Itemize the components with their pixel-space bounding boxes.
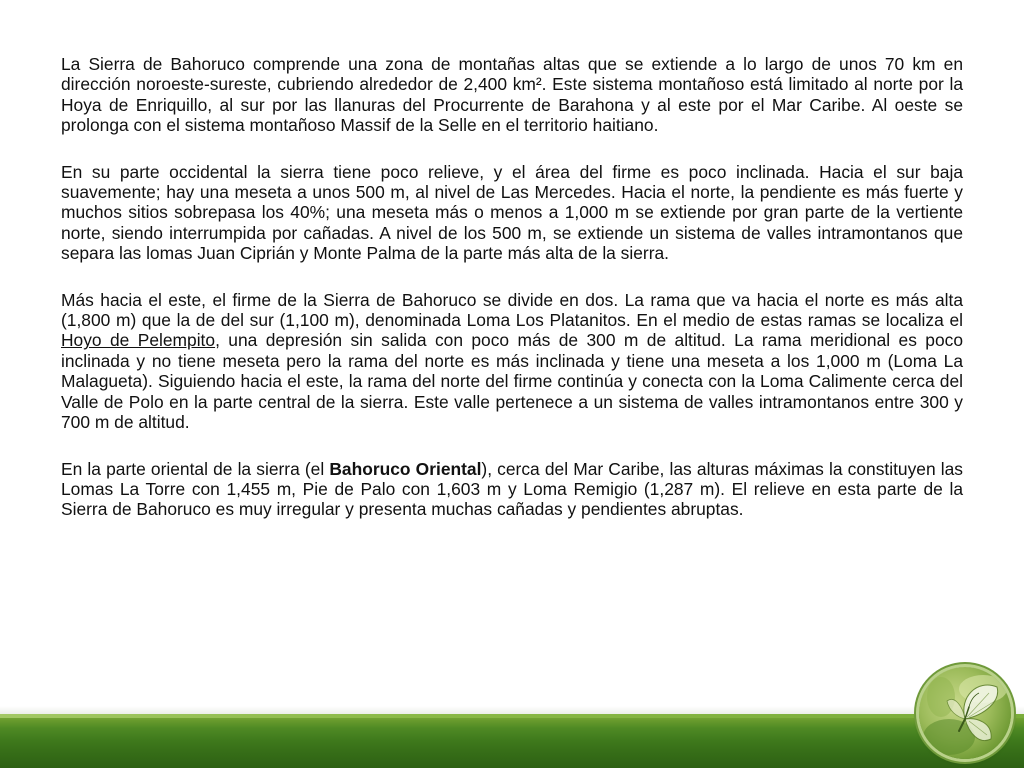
footer-band: [0, 714, 1024, 768]
paragraph-2-text: En su parte occidental la sierra tiene poco relieve, y el área del firme es poco inclinada. Hacia el sur baja suavemente; hay una meseta a unos 500 m, al nivel de Las Mercedes. Hacia el norte, la pendiente es más fuerte y muchos sitios sobrepasa los 40%; una meseta más o menos a 1,000 m se extiende por gran parte de la vertiente norte, siendo interrumpida por cañadas. A nivel de los 500 m, se extiende un sistema de valles intramontanos que separa las lomas Juan Ciprián y Monte Palma de la parte más alta de la sierra.: [61, 161, 963, 264]
paragraph-4-text-start: En la parte oriental de la sierra (el: [61, 458, 330, 479]
paragraph-1: [61, 54, 963, 136]
butterfly-icon: [919, 667, 1011, 759]
hoyo-de-pelempito-link[interactable]: Hoyo de Pelempito: [61, 330, 216, 351]
paragraph-3: [61, 290, 963, 433]
paragraph-3-text-end: , una depresión sin salida con poco más de 300 m de altitud. La rama meridional es poco inclinada y no tiene meseta pero la rama del norte es más inclinada y tiene una meseta a los 1,000 m (Loma La Malagueta). Siguiendo hacia el este, la rama del norte del firme continúa y conecta con la Loma Calimente cerca del Valle de Polo en la parte central de la sierra. Este valle pertenece a un sistema de valles intramontanos entre 300 y 700 m de altitud.: [61, 330, 964, 433]
paragraph-4-text-end: ), cerca del Mar Caribe, las alturas máximas la constituyen las Lomas La Torre con 1,455 m, Pie de Palo con 1,603 m y Loma Remigio (1,287 m). El relieve en esta parte de la Sierra de Bahoruco es muy irregular y presenta muchas cañadas y pendientes abruptas.: [61, 458, 964, 520]
paragraph-2: [61, 162, 963, 264]
paragraph-1-text: La Sierra de Bahoruco comprende una zona de montañas altas que se extiende a lo largo de unos 70 km en dirección noroeste-sureste, cubriendo alrededor de 2,400 km². Este sistema montañoso está limitado al norte por la Hoya de Enriquillo, al sur por las llanuras del Procurrente de Barahona y al este por el Mar Caribe. Al oeste se prolonga con el sistema montañoso Massif de la Selle en el territorio haitiano.: [61, 54, 963, 136]
bahoruco-oriental-bold: Bahoruco Oriental: [329, 458, 482, 479]
paragraph-3-text-start: Más hacia el este, el firme de la Sierra de Bahoruco se divide en dos. La rama que va hacia el norte es más alta (1,800 m) que la de del sur (1,100 m), denominada Loma Los Platanitos. En el medio de estas ramas se localiza el: [61, 289, 963, 331]
body-text: [61, 54, 963, 546]
butterfly-logo: [919, 667, 1011, 759]
paragraph-4: [61, 459, 963, 520]
